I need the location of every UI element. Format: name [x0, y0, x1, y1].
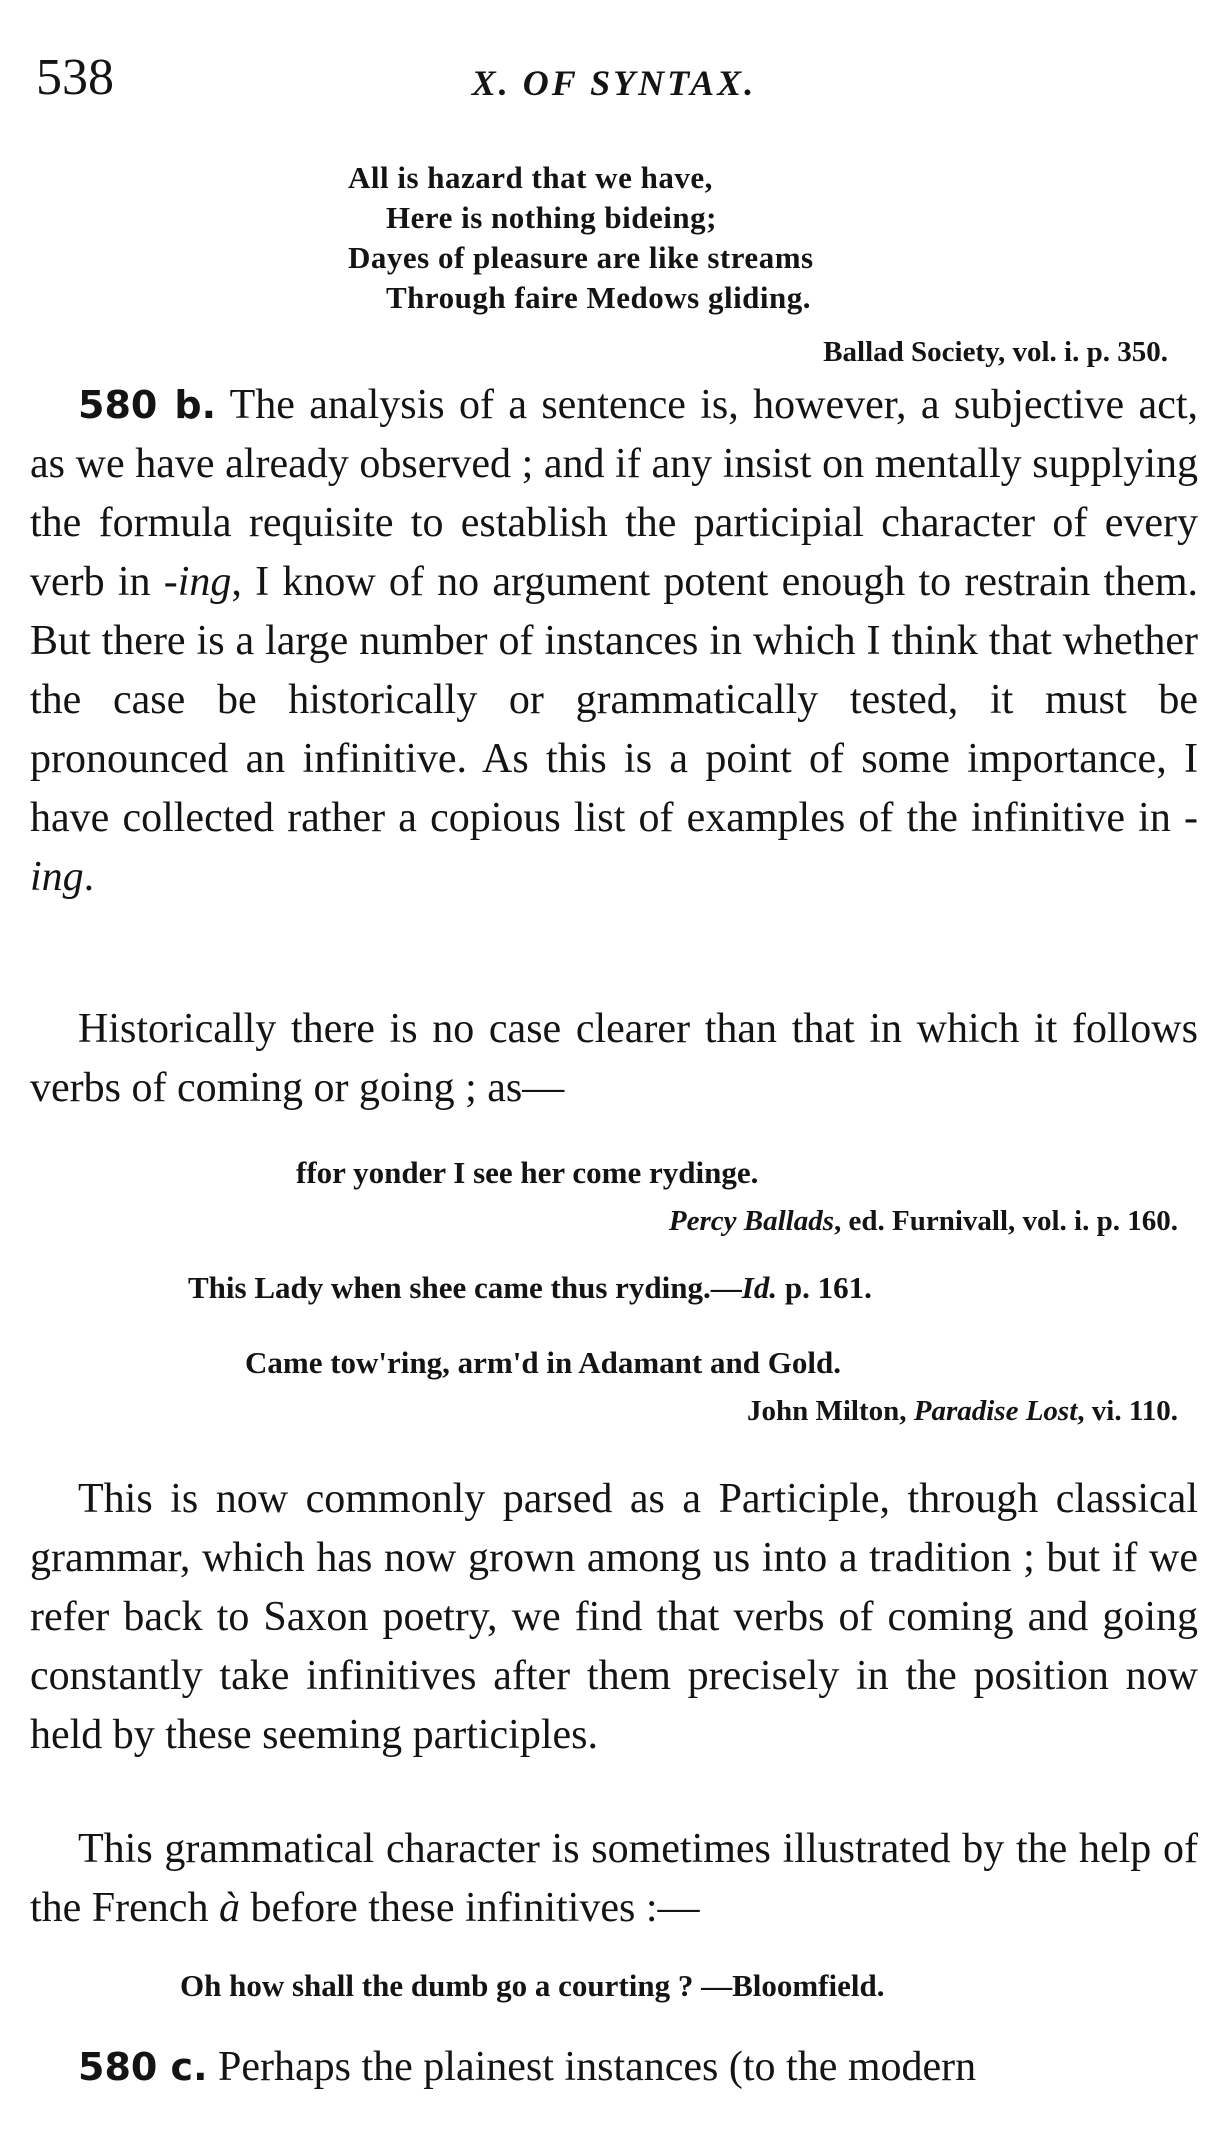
paragraph-french: This grammatical character is sometimes illustrated by the help of the French à before these infinitives :— [30, 1826, 1198, 1931]
paragraph-580b: 580 b. The analysis of a sentence is, however, a subjective act, as we have already observed ; and if any insist on mentally supplying the formula requisite to establish the participial character of every verb in -ing, I know of no argument potent enough to restrain them. But there is a large number of instances in which I think that whether the case be historically or grammatically tested, it must be pronounced an infinitive. As this is a point of some importance, I have collected rather a copious list of examples of the infinitive in -ing. [30, 382, 1198, 900]
verse-quotation [348, 158, 814, 318]
section-number: 580 c. [78, 2045, 208, 2089]
quote-ryding: This Lady when shee came thus ryding.—Id. p. 161. [188, 1270, 872, 1305]
section-number: 580 b. [78, 383, 217, 427]
suffix-emphasis: -ing [30, 795, 1198, 900]
quote-rydinge-citation: Percy Ballads, ed. Furnivall, vol. i. p. 160. [668, 1205, 1178, 1237]
french-a-emphasis: à [218, 1885, 240, 1931]
verse-line: Dayes of pleasure are like streams [348, 240, 814, 275]
paragraph-participle: This is now commonly parsed as a Participle, through classical grammar, which has now grown among us into a tradition ; but if we refer back to Saxon poetry, we find that verbs of coming and going constantly take infinitives after them precisely in the position now held by these seeming participles. [30, 1476, 1198, 1758]
verse-line: All is hazard that we have, [348, 160, 713, 195]
verse-line: Here is nothing bideing; [386, 200, 717, 235]
paragraph-historically: Historically there is no case clearer than that in which it follows verbs of coming or going ; as— [30, 1006, 1198, 1111]
page-number: 538 [36, 49, 114, 106]
suffix-emphasis: -ing [163, 559, 232, 605]
quote-bloomfield: Oh how shall the dumb go a courting ? —Bloomfield. [180, 1968, 885, 2003]
quote-rydinge: ffor yonder I see her come rydinge. [296, 1155, 759, 1190]
running-head: X. OF SYNTAX. [471, 63, 757, 103]
verse-line: Through faire Medows gliding. [386, 280, 812, 315]
quote-milton: Came tow'ring, arm'd in Adamant and Gold. [245, 1345, 841, 1380]
paragraph-580c: 580 c. Perhaps the plainest instances (to the modern [78, 2044, 977, 2090]
verse-citation: Ballad Society, vol. i. p. 350. [823, 336, 1168, 368]
page-header [30, 48, 1198, 118]
quote-milton-citation: John Milton, Paradise Lost, vi. 110. [746, 1395, 1178, 1427]
